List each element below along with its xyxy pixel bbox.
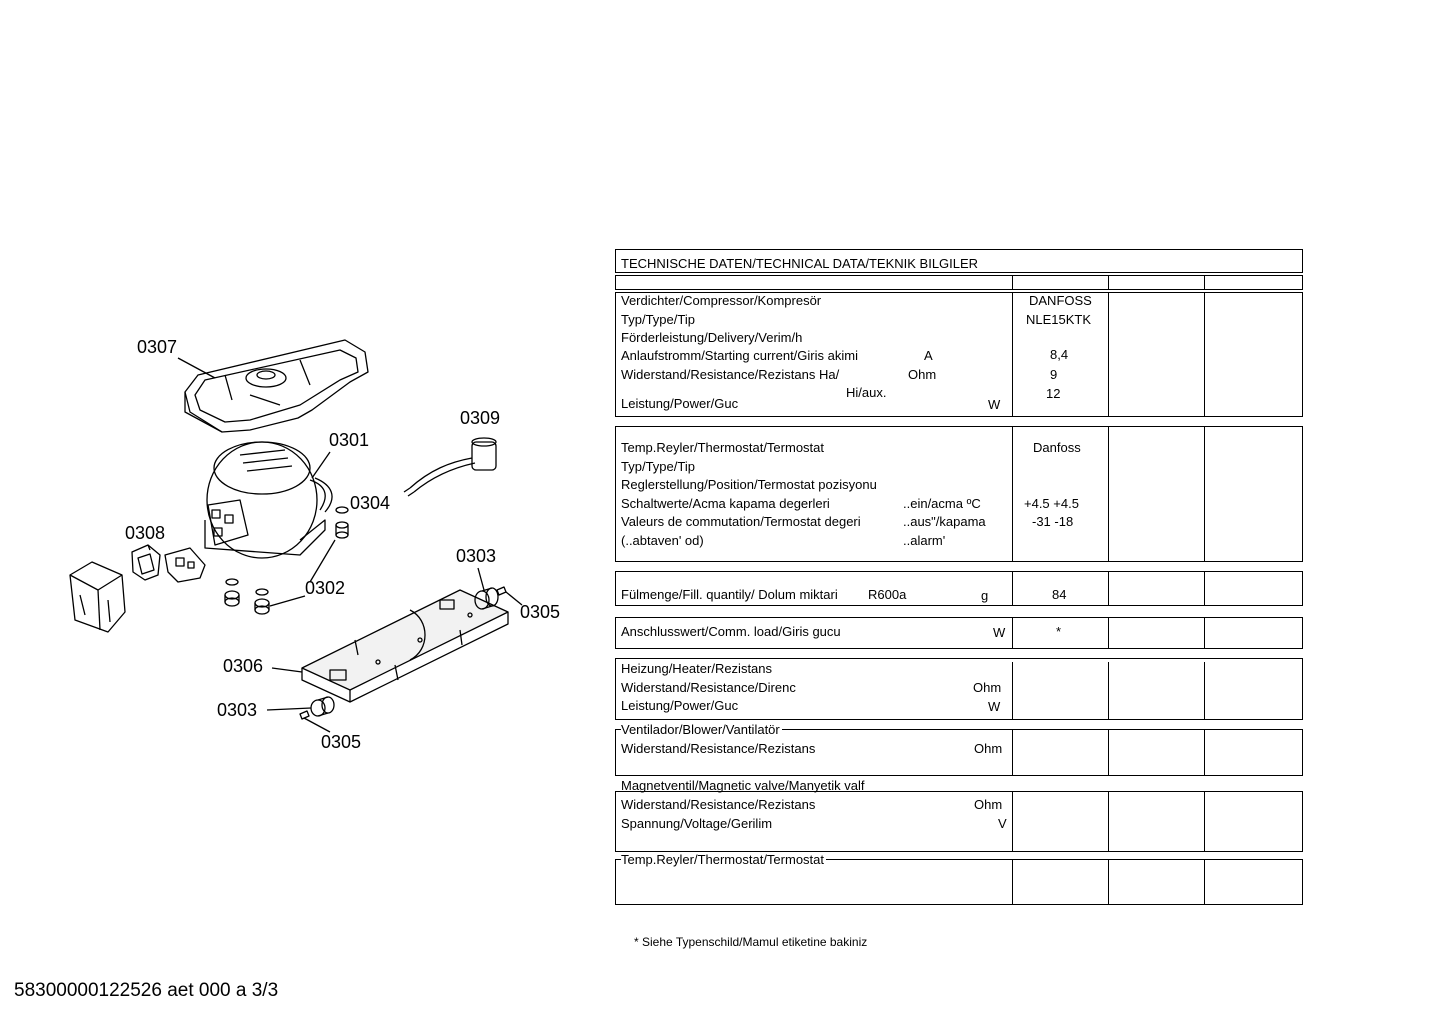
callout-0308: 0308	[125, 523, 166, 543]
callout-0306: 0306	[223, 656, 264, 676]
parts-diagram	[0, 0, 600, 800]
power-label: Leistung/Power/Guc	[621, 396, 739, 411]
valve-resistance-unit: Ohm	[974, 797, 1003, 812]
valve-resistance-label: Widerstand/Resistance/Rezistans	[621, 797, 816, 812]
delivery-label: Förderleistung/Delivery/Verim/h	[621, 330, 803, 345]
part-0303-spacer-left	[311, 697, 334, 716]
abtaven-label: (..abtaven' od)	[621, 533, 704, 548]
compressor-label: Verdichter/Compressor/Kompresör	[621, 293, 822, 308]
ein-label: ..ein/acma ºC	[903, 496, 981, 511]
part-0307-cover	[185, 340, 368, 432]
compressor-type-value: NLE15KTK	[1026, 312, 1092, 327]
callout-0305-left: 0305	[321, 732, 362, 752]
table-title: TECHNISCHE DATEN/TECHNICAL DATA/TEKNIK BILGILER	[621, 256, 979, 271]
switch-values-label: Schaltwerte/Acma kapama degerleri	[621, 496, 830, 511]
part-0302-feet	[225, 579, 269, 614]
resistance-unit: Ohm	[908, 367, 937, 382]
compressor-type-label: Typ/Type/Tip	[621, 312, 695, 327]
callout-0301: 0301	[329, 430, 370, 450]
blower-resistance-label: Widerstand/Resistance/Rezistans	[621, 741, 816, 756]
leader-0301	[312, 452, 330, 478]
leader-0303a	[478, 568, 484, 590]
fill-unit: g	[981, 588, 989, 603]
part-0309-capacitor	[404, 438, 496, 496]
leader-0307	[178, 358, 215, 378]
power-unit: W	[988, 397, 1001, 412]
aux-value: 12	[1046, 386, 1061, 401]
part-0301-compressor	[205, 442, 332, 558]
aux-label: Hi/aux.	[846, 385, 887, 400]
thermostat-label: Temp.Reyler/Thermostat/Termostat	[621, 440, 825, 455]
callout-0307: 0307	[137, 337, 178, 357]
alarm-label: ..alarm'	[903, 533, 946, 548]
refrigerant: R600a	[868, 587, 907, 602]
part-0304-grommets	[336, 507, 348, 538]
valeurs-label: Valeurs de commutation/Termostat degeri	[621, 514, 861, 529]
callout-0302: 0302	[305, 578, 346, 598]
footnote: * Siehe Typenschild/Mamul etiketine bakiniz	[634, 935, 868, 949]
heater-power-label: Leistung/Power/Guc	[621, 698, 739, 713]
valve-voltage-unit: V	[998, 816, 1007, 831]
aus-label: ..aus"/kapama	[903, 514, 986, 529]
valve-label: Magnetventil/Magnetic valve/Manyetik valf	[621, 778, 865, 793]
part-0308-relay	[132, 545, 205, 582]
fill-label: Fülmenge/Fill. quantily/ Dolum miktari	[621, 587, 838, 602]
thermostat-value: Danfoss	[1033, 440, 1081, 455]
leader-0305b	[304, 718, 330, 732]
starting-current-unit: A	[924, 348, 933, 363]
callout-0303-right: 0303	[456, 546, 497, 566]
resistance-value: 9	[1050, 367, 1058, 382]
fill-value: 84	[1052, 587, 1067, 602]
starting-current-value: 8,4	[1050, 347, 1069, 362]
load-label: Anschlusswert/Comm. load/Giris gucu	[621, 624, 841, 639]
heater-resistance-label: Widerstand/Resistance/Direnc	[621, 680, 796, 695]
callout-0305-right: 0305	[520, 602, 561, 622]
document-id: 58300000122526 aet 000 a 3/3	[14, 980, 279, 1001]
blower-resistance-unit: Ohm	[974, 741, 1003, 756]
heater-power-unit: W	[988, 699, 1001, 714]
heater-label: Heizung/Heater/Rezistans	[621, 661, 773, 676]
leader-0302b	[270, 596, 305, 606]
part-relay-cover	[70, 562, 125, 632]
compressor-value: DANFOSS	[1029, 293, 1092, 308]
leader-0302a	[310, 540, 335, 582]
header-row	[615, 275, 1303, 290]
callout-0304: 0304	[350, 493, 391, 513]
load-value: *	[1056, 624, 1062, 639]
callout-0309: 0309	[460, 408, 501, 428]
thermostat-type-label: Typ/Type/Tip	[621, 459, 695, 474]
leader-0303b	[267, 708, 311, 710]
aus-value: -31 -18	[1032, 514, 1074, 529]
heater-resistance-unit: Ohm	[973, 680, 1002, 695]
callout-0303-left: 0303	[217, 700, 258, 720]
thermostat2-label: Temp.Reyler/Thermostat/Termostat	[621, 852, 825, 867]
leader-0306	[272, 668, 302, 672]
position-label: Reglerstellung/Position/Termostat pozisyonu	[621, 477, 877, 492]
resistance-label: Widerstand/Resistance/Rezistans Ha/	[621, 367, 840, 382]
blower-label: Ventilador/Blower/Vantilatör	[621, 722, 780, 737]
load-unit: W	[993, 625, 1006, 640]
ein-value: +4.5 +4.5	[1024, 496, 1079, 511]
valve-voltage-label: Spannung/Voltage/Gerilim	[621, 816, 773, 831]
starting-current-label: Anlaufstromm/Starting current/Giris akimi	[621, 348, 858, 363]
part-0305-screw-right	[497, 587, 506, 595]
